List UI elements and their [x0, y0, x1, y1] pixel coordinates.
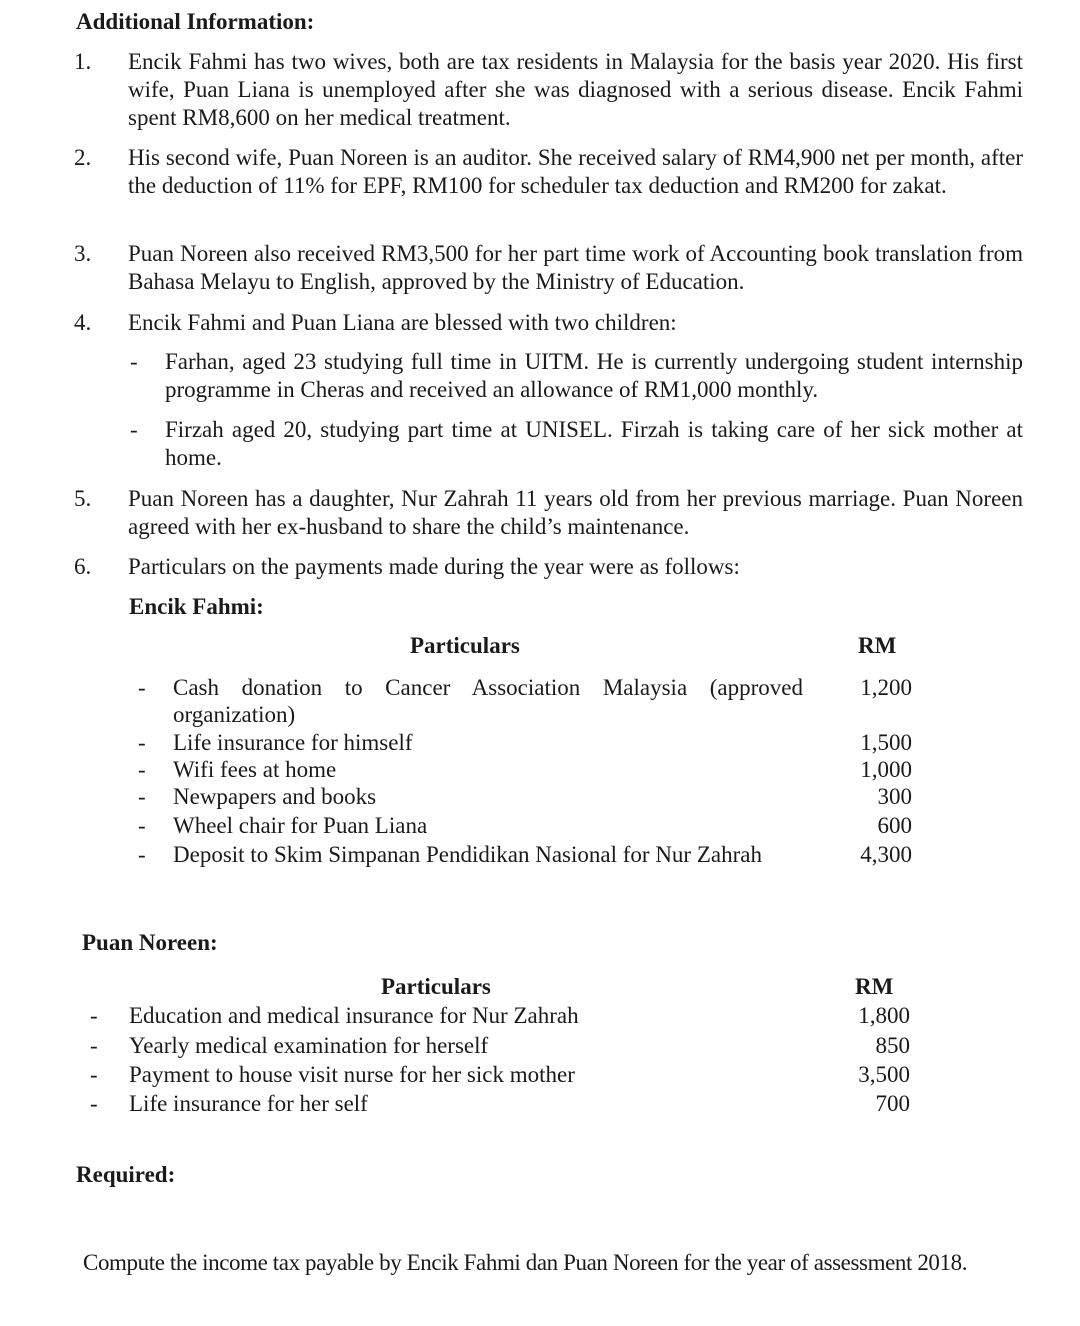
noreen-row-amount: 1,800	[858, 1003, 910, 1028]
item-number: 1.	[74, 49, 92, 74]
item-text: Puan Noreen also received RM3,500 for her part time work of Accounting book translation from Bahasa Melayu to English, approved by the Ministry of Education.	[128, 241, 1023, 294]
item-number: 6.	[74, 554, 92, 579]
noreen-row-text: Yearly medical examination for herself	[129, 1033, 489, 1058]
fahmi-row-text: Wheel chair for Puan Liana	[173, 813, 428, 838]
fahmi-row-amount: 1,000	[860, 757, 912, 782]
bullet-dash: -	[138, 675, 146, 700]
noreen-col-particulars: Particulars	[381, 974, 491, 999]
bullet-dash: -	[90, 1091, 98, 1116]
item-text: His second wife, Puan Noreen is an auditor. She received salary of RM4,900 net per month, after the deduction of 11% for EPF, RM100 for scheduler tax deduction and RM200 for zakat.	[128, 145, 1023, 198]
noreen-row-amount: 3,500	[858, 1062, 910, 1087]
noreen-row-amount: 700	[875, 1091, 910, 1116]
question-text: Compute the income tax payable by Encik Fahmi dan Puan Noreen for the year of assessment 2018.	[83, 1250, 968, 1275]
item-number: 2.	[74, 145, 92, 170]
bullet-dash: -	[138, 757, 146, 782]
bullet-dash: -	[90, 1033, 98, 1058]
bullet-dash: -	[130, 349, 138, 374]
noreen-row-amount: 850	[875, 1033, 910, 1058]
fahmi-row-amount: 300	[877, 784, 912, 809]
fahmi-row-text: Newpapers and books	[173, 784, 377, 809]
fahmi-row-amount: 600	[877, 813, 912, 838]
fahmi-title: Encik Fahmi:	[129, 594, 264, 619]
noreen-col-rm: RM	[855, 974, 894, 999]
child-farhan-text: Farhan, aged 23 studying full time in UITM. He is currently undergoing student internship programme in Cheras and received an allowance of RM1,000 monthly.	[165, 349, 1023, 402]
fahmi-col-rm: RM	[858, 633, 897, 658]
fahmi-row-amount: 4,300	[860, 842, 912, 867]
bullet-dash: -	[138, 730, 146, 755]
item-text: Encik Fahmi has two wives, both are tax residents in Malaysia for the basis year 2020. His first wife, Puan Liana is unemployed after she was diagnosed with a serious disease. Encik Fahmi spent RM8,600 on her medical treatment.	[128, 49, 1023, 130]
item-number: 3.	[74, 241, 92, 266]
fahmi-row-text: Wifi fees at home	[173, 757, 337, 782]
bullet-dash: -	[90, 1003, 98, 1028]
fahmi-col-particulars: Particulars	[410, 633, 520, 658]
noreen-row-text: Payment to house visit nurse for her sick mother	[129, 1062, 575, 1087]
item-text: Particulars on the payments made during the year were as follows:	[128, 554, 740, 579]
required-label: Required:	[76, 1162, 176, 1187]
fahmi-row-text: Cash donation to Cancer Association Malaysia (approved organization)	[173, 675, 803, 727]
item-number: 4.	[74, 310, 92, 335]
fahmi-row-text: Deposit to Skim Simpanan Pendidikan Nasional for Nur Zahrah	[173, 842, 762, 867]
fahmi-row-amount: 1,200	[860, 675, 912, 700]
bullet-dash: -	[138, 784, 146, 809]
bullet-dash: -	[138, 813, 146, 838]
fahmi-row-text: Life insurance for himself	[173, 730, 413, 755]
item-text: Puan Noreen has a daughter, Nur Zahrah 11 years old from her previous marriage. Puan Noreen agreed with her ex-husband to share the child’s maintenance.	[128, 486, 1023, 539]
noreen-row-text: Education and medical insurance for Nur Zahrah	[129, 1003, 579, 1028]
item-text: Encik Fahmi and Puan Liana are blessed with two children:	[128, 310, 677, 335]
section-heading: Additional Information:	[76, 9, 315, 34]
child-firzah-text: Firzah aged 20, studying part time at UNISEL. Firzah is taking care of her sick mother at home.	[165, 417, 1023, 470]
bullet-dash: -	[130, 417, 138, 442]
noreen-row-text: Life insurance for her self	[129, 1091, 368, 1116]
noreen-title: Puan Noreen:	[82, 930, 218, 955]
bullet-dash: -	[90, 1062, 98, 1087]
bullet-dash: -	[138, 842, 146, 867]
item-number: 5.	[74, 486, 92, 511]
fahmi-row-amount: 1,500	[860, 730, 912, 755]
